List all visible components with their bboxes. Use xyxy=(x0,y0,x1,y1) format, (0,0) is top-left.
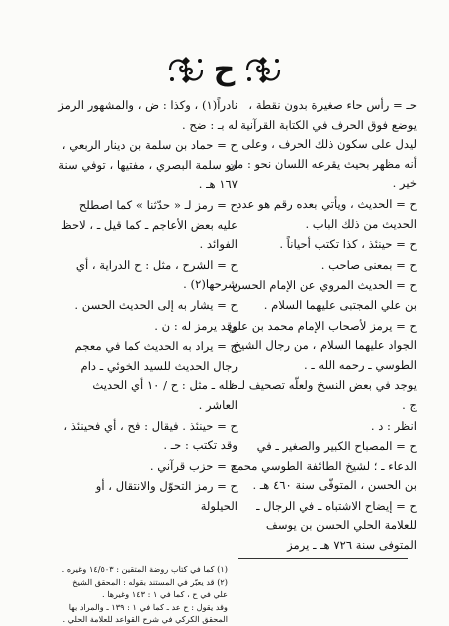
entry-hinaizin: ح = حينئذ ، كذا تكتب أحياناً . xyxy=(279,237,417,252)
header-letter: ح xyxy=(213,52,236,87)
entry-hadith-number: ح = الحديث ، ويأتي بعده رقم هو عدد الحديث من ذلك الباب . xyxy=(236,196,417,231)
footnote-divider xyxy=(238,558,408,559)
ornament-right-icon xyxy=(243,55,283,85)
entry-tahawwul: ح = رمز التحوّل والانتقال ، أو الحيلولة xyxy=(95,479,238,513)
entry-fah: ح = حينئذ . فيقال : فح ، أي فحينئذ ، وقد تكتب : حـ . xyxy=(63,418,238,453)
entry-sahib: ح = بمعنى صاحب . xyxy=(320,257,417,272)
entry-sharh: ح = الشرح ، مثل : ح الدراية ، أي شرحها(٢) . xyxy=(75,257,238,292)
entry-tashif-note: يوجد في بعض النسخ ولعلّه تصحيف لـ : ج . xyxy=(230,378,417,412)
entry-haddathana: ح = رمز لـ « حدّثنا » كما اصطلح عليه بعض الأعاجم ـ كما قيل ـ ، لاحظ الفوائد . xyxy=(60,197,238,252)
left-column xyxy=(58,96,238,517)
footnote-1: (١) كما في كتاب روضة المتقين : ١٤/٥٠٣ وغيره . xyxy=(61,564,228,574)
entry-hizb: ح = حزب قرآني . xyxy=(149,458,238,473)
entry-continuation: نادراً(١) ، وكذا : ض ، والمشهور الرمز له بـ : ضح . xyxy=(58,98,238,132)
entry-hadith-hasan: ح = يشار به إلى الحديث الحسن . xyxy=(74,297,238,312)
entry-ha-small-sign: حـ = رأس حاء صغيرة بدون نقطة ، يوضع فوق الحرف في الكتابة القرآنية ليدل على سكون ذلك الحرف ، وعلى أنه مظهر بحيث يقرعه اللسان نحو : من خير . xyxy=(228,98,417,191)
footnote-2: (٢) قد يعبّر في المستند بقوله : المحقق الشيخ علي في ح ، كما في ١ : ١٤٣ وغيرها . xyxy=(72,576,228,600)
entry-see-dal: انظر : د . xyxy=(370,418,417,433)
footnotes xyxy=(58,563,228,626)
entry-imam-hasan: ح = الحديث المروي عن الإمام الحسن بن علي المجتبى عليهما السلام . xyxy=(232,278,417,312)
entry-misbah: ح = المصباح الكبير والصغير ـ في الدعاء ـ ؛ لشيخ الطائفة الطوسي محمد بن الحسن ، المتوفّى سنة ٤٦٠ هـ . xyxy=(230,439,417,493)
entry-mujam-rijal: ح = يراد به الحديث كما في معجم رجال الحديث للسيد الخوئي ـ دام ظله ـ مثل : ح / ١٠ أي الحديث العاشر . xyxy=(74,339,238,412)
footnote-2-continued: وقد يقول : ح عد ـ كما في ١ : ١٣٩ ـ والمراد بها المحقق الكركي في شرح القواعد للعلامة الحلي . xyxy=(62,601,228,625)
entry-hammad-bin-salama: ح = حماد بن سلمة بن دينار الربعي ، ابو سلمة البصري ، مفتيها ، توفي سنة ١٦٧ هـ . xyxy=(58,138,238,192)
page-header xyxy=(0,52,449,88)
right-column xyxy=(227,96,417,557)
entry-imam-jawad-companions: ح = يرمز لأصحاب الإمام محمد بن علي الجواد عليهما السلام ، من رجال الشيخ الطوسي ـ رحمه الله ـ . xyxy=(227,318,417,372)
entry-idah-al-ishtibah: ح = إيضاح الاشتباه ـ في الرجال ـ للعلامة الحلي الحسن بن يوسف المتوفى سنة ٧٢٦ هـ ـ يرمز xyxy=(256,498,417,553)
ornament-left-icon xyxy=(166,55,206,85)
entry-symbol-nun: وقد يرمز له : ن . xyxy=(154,318,238,333)
